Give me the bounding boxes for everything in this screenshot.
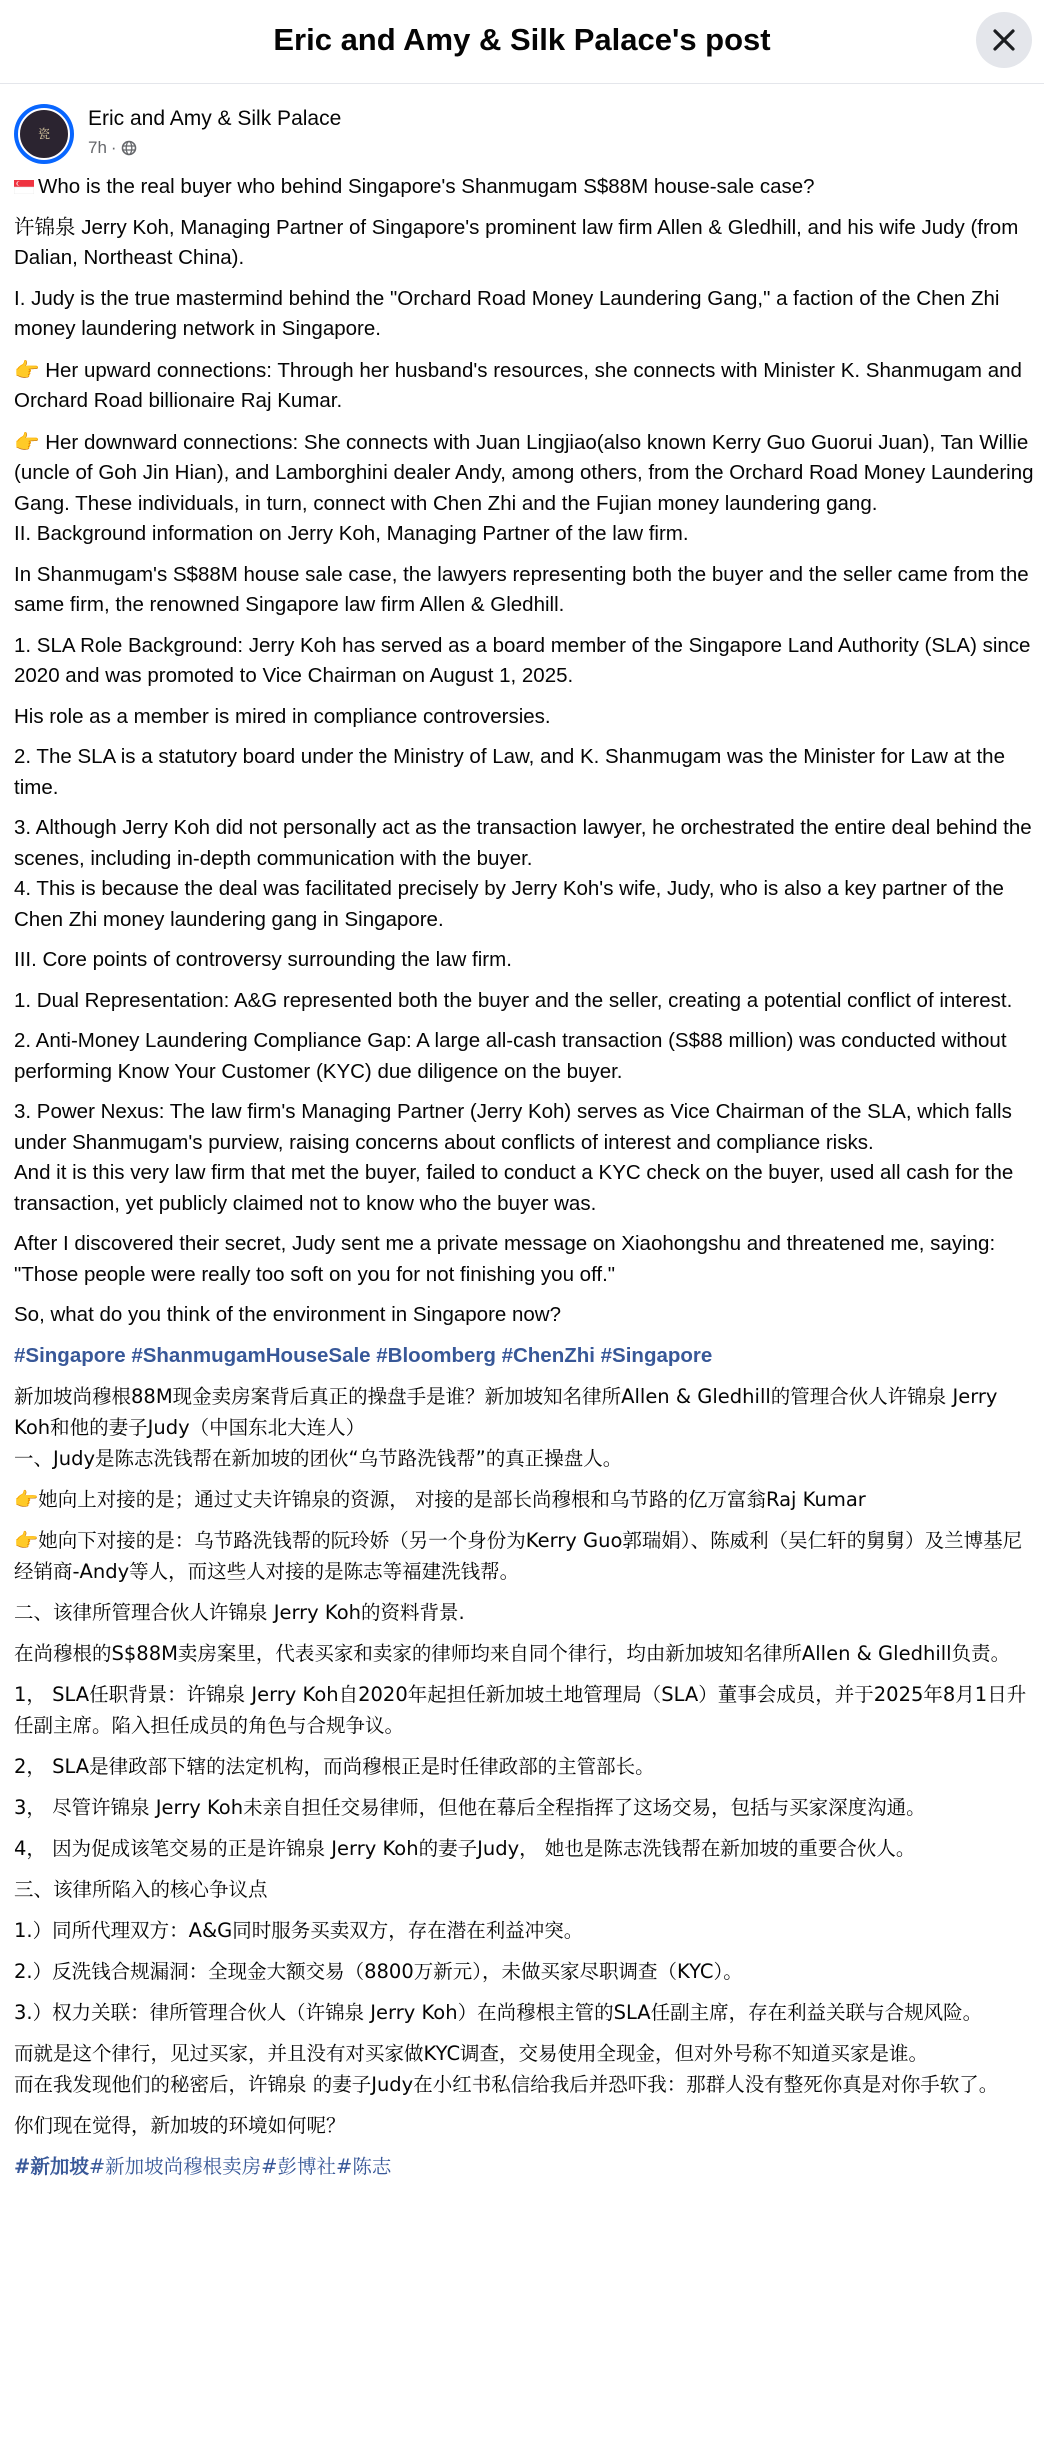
post-paragraph: So, what do you think of the environment in Singapore now? bbox=[14, 1303, 562, 1326]
pointing-right-icon: 👉 bbox=[14, 429, 40, 454]
post-body bbox=[14, 172, 1034, 2182]
avatar[interactable] bbox=[14, 104, 74, 164]
post-paragraph: 3. Although Jerry Koh did not personally act as the transaction lawyer, he orchestrated the entire deal behind the scenes, including in-depth communication with the buyer. bbox=[14, 816, 1032, 870]
post-paragraph: 3. Power Nexus: The law firm's Managing Partner (Jerry Koh) serves as Vice Chairman of the SLA, which falls under Shanmugam's purview, raising concerns about conflicts of interest and compliance risks. bbox=[14, 1100, 1012, 1154]
post-paragraph-zh: 一、Judy是陈志洗钱帮在新加坡的团伙“乌节路洗钱帮”的真正操盘人。 bbox=[14, 1447, 623, 1470]
post-paragraph-zh: 1， SLA任职背景：许锦泉 Jerry Koh自2020年起担任新加坡土地管理局（SLA）董事会成员，并于2025年8月1日升任副主席。陷入担任成员的角色与合规争议。 bbox=[14, 1683, 1027, 1737]
post-paragraph-zh: 你们现在觉得，新加坡的环境如何呢？ bbox=[14, 2114, 346, 2137]
post-hashtags-zh bbox=[14, 2151, 1034, 2182]
post-paragraph: 2. Anti-Money Laundering Compliance Gap: A large all-cash transaction (S$88 million) was conducted without performing Know Your Customer (KYC) due diligence on the buyer. bbox=[14, 1029, 1007, 1083]
post-paragraph-zh: 3， 尽管许锦泉 Jerry Koh未亲自担任交易律师，但他在幕后全程指挥了这场交易，包括与买家深度沟通。 bbox=[14, 1796, 926, 1819]
post-text-zh: 她向上对接的是；通过丈夫许锦泉的资源， 对接的是部长尚穆根和乌节路的亿万富翁Raj Kumar bbox=[38, 1488, 866, 1511]
post-paragraph: III. Core points of controversy surrounding the law firm. bbox=[14, 948, 512, 971]
post-paragraph: His role as a member is mired in compliance controversies. bbox=[14, 704, 551, 728]
post-paragraph bbox=[14, 427, 1034, 520]
hashtag-link[interactable]: #新加坡 bbox=[14, 2155, 89, 2178]
post-paragraph: After I discovered their secret, Judy sent me a private message on Xiaohongshu and threatened me, saying: "Those people were really too soft on you for not finishing you off." bbox=[14, 1232, 996, 1286]
post-paragraph bbox=[14, 355, 1034, 417]
post-paragraph-zh: 4， 因为促成该笔交易的正是许锦泉 Jerry Koh的妻子Judy， 她也是陈志洗钱帮在新加坡的重要合伙人。 bbox=[14, 1837, 916, 1860]
post-hashtags bbox=[14, 1341, 1034, 1372]
post-paragraph: 2. The SLA is a statutory board under the Ministry of Law, and K. Shanmugam was the Minister for Law at the time. bbox=[14, 745, 1005, 799]
close-button[interactable] bbox=[976, 12, 1032, 68]
post-paragraph-zh: 三、该律所陷入的核心争议点 bbox=[14, 1878, 268, 1901]
post-timestamp[interactable]: 7h bbox=[88, 138, 107, 157]
avatar-logo-text: 瓷 bbox=[37, 127, 50, 141]
post-paragraph: 4. This is because the deal was facilitated precisely by Jerry Koh's wife, Judy, who is also a key partner of the Chen Zhi money laundering gang in Singapore. bbox=[14, 877, 1004, 931]
pointing-right-icon: 👉 bbox=[14, 1488, 39, 1511]
post-paragraph: I. Judy is the true mastermind behind the "Orchard Road Money Laundering Gang," a faction of the Chen Zhi money laundering network in Singapore. bbox=[14, 286, 1000, 340]
close-icon bbox=[991, 27, 1017, 53]
post-text-zh: 她向下对接的是：乌节路洗钱帮的阮玲娇（另一个身份为Kerry Guo郭瑞娟）、陈威利（吴仁轩的舅舅）及兰博基尼经销商-Andy等人，而这些人对接的是陈志等福建洗钱帮。 bbox=[14, 1529, 1023, 1583]
post-paragraph-zh: 3.）权力关联：律所管理合伙人（许锦泉 Jerry Koh）在尚穆根主管的SLA任副主席，存在利益关联与合规风险。 bbox=[14, 2001, 983, 2024]
post-paragraph-zh: 在尚穆根的S$88M卖房案里，代表买家和卖家的律师均来自同个律行，均由新加坡知名律所Allen & Gledhill负责。 bbox=[14, 1642, 1011, 1665]
meta-separator: · bbox=[110, 138, 117, 157]
post-paragraph: II. Background information on Jerry Koh, Managing Partner of the law firm. bbox=[14, 522, 689, 545]
post-author-row bbox=[14, 104, 1024, 168]
post-paragraph: And it is this very law firm that met the buyer, failed to conduct a KYC check on the buyer, used all cash for the transaction, yet publicly claimed not to know who the buyer was. bbox=[14, 1161, 1014, 1215]
post-text: Her downward connections: She connects with Juan Lingjiao(also known Kerry Guo Guorui Juan), Tan Willie (uncle of Goh Jin Hian), and Lamborghini dealer Andy, among others, from the Orchard Road Money Laundering Gang. These individuals, in turn, connect with Chen Zhi and the Fujian money laundering gang. bbox=[14, 430, 1034, 515]
author-name[interactable]: Eric and Amy & Silk Palace bbox=[88, 107, 342, 130]
post-paragraph-zh: 2， SLA是律政部下辖的法定机构，而尚穆根正是时任律政部的主管部长。 bbox=[14, 1755, 655, 1778]
post-paragraph: 1. Dual Representation: A&G represented both the buyer and the seller, creating a potential conflict of interest. bbox=[14, 988, 1013, 1012]
post-paragraph-zh: 2.）反洗钱合规漏洞：全现金大额交易（8800万新元），未做买家尽职调查（KYC）。 bbox=[14, 1960, 743, 1983]
hashtag-links[interactable]: #新加坡尚穆根卖房#彭博社#陈志 bbox=[88, 2155, 392, 2178]
post-paragraph: 许锦泉 Jerry Koh, Managing Partner of Singapore's prominent law firm Allen & Gledhill, and his wife Judy (from Dalian, Northeast China). bbox=[14, 215, 1019, 269]
avatar-image bbox=[18, 108, 70, 160]
post-paragraph: 1. SLA Role Background: Jerry Koh has served as a board member of the Singapore Land Authority (SLA) since 2020 and was promoted to Vice Chairman on August 1, 2025. bbox=[14, 633, 1031, 687]
post-paragraph-zh: 新加坡尚穆根88M现金卖房案背后真正的操盘手是谁？新加坡知名律所Allen & Gledhill的管理合伙人许锦泉 Jerry Koh和他的妻子Judy（中国东北大连人） bbox=[14, 1385, 998, 1439]
post-paragraph-zh: 1.）同所代理双方：A&G同时服务买卖双方，存在潜在利益冲突。 bbox=[14, 1919, 584, 1942]
post-header bbox=[0, 0, 1044, 84]
post-text: Her upward connections: Through her husband's resources, she connects with Minister K. Shanmugam and Orchard Road billionaire Raj Kumar. bbox=[14, 358, 1022, 412]
post-meta bbox=[88, 136, 137, 160]
post-paragraph-zh: 而在我发现他们的秘密后，许锦泉 的妻子Judy在小红书私信给我后并恐吓我：那群人没有整死你真是对你手软了。 bbox=[14, 2073, 999, 2096]
post-paragraph-zh: 二、该律所管理合伙人许锦泉 Jerry Koh的资料背景. bbox=[14, 1601, 465, 1624]
hashtag-links[interactable]: #Singapore #ShanmugamHouseSale #Bloomberg #ChenZhi #Singapore bbox=[14, 1343, 713, 1367]
post-paragraph-zh bbox=[14, 1484, 1034, 1515]
post-dialog-title: Eric and Amy & Silk Palace's post bbox=[273, 22, 771, 57]
pointing-right-icon: 👉 bbox=[14, 357, 40, 382]
post-paragraph-zh: 而就是这个律行，见过买家，并且没有对买家做KYC调查，交易使用全现金，但对外号称不知道买家是谁。 bbox=[14, 2042, 929, 2065]
singapore-flag-icon bbox=[14, 180, 34, 194]
post-paragraph bbox=[14, 172, 1034, 203]
post-paragraph: In Shanmugam's S$88M house sale case, the lawyers representing both the buyer and the seller came from the same firm, the renowned Singapore law firm Allen & Gledhill. bbox=[14, 562, 1029, 616]
pointing-right-icon: 👉 bbox=[14, 1529, 39, 1552]
globe-icon bbox=[121, 140, 137, 156]
post-text: Who is the real buyer who behind Singapore's Shanmugam S$88M house-sale case? bbox=[38, 175, 815, 198]
post-paragraph-zh bbox=[14, 1525, 1034, 1587]
